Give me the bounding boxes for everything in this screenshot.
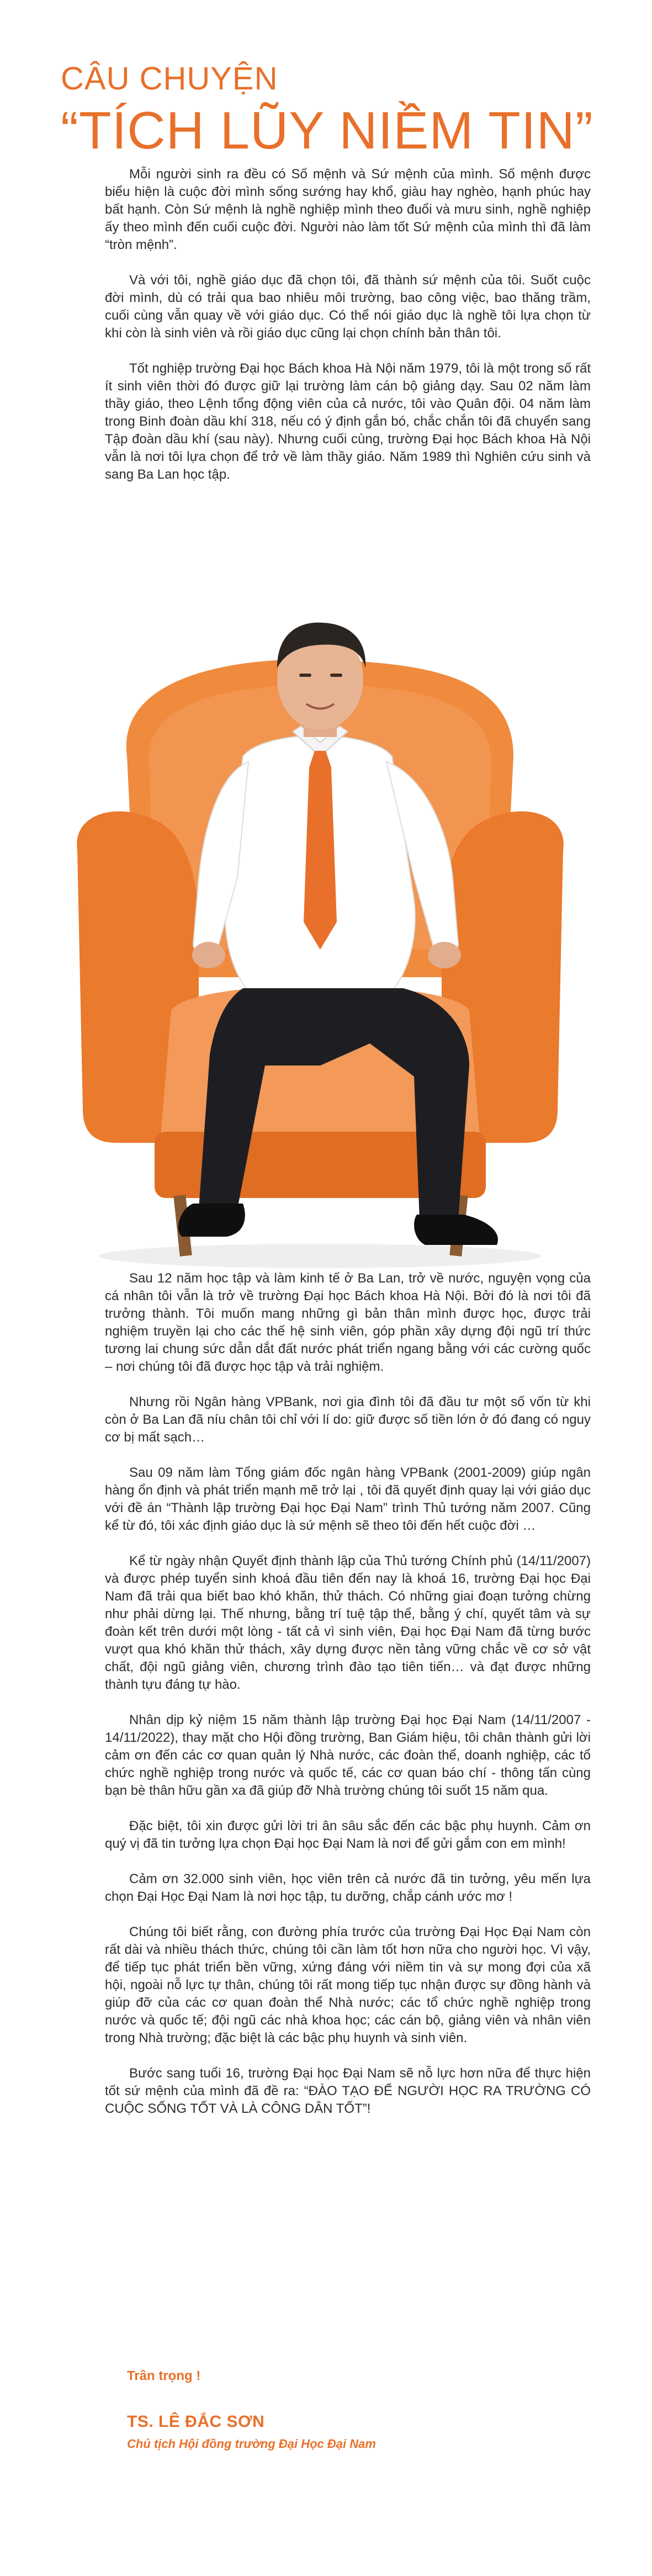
left-hand: [192, 942, 225, 968]
paragraph: Bước sang tuổi 16, trường Đại học Đại Nam sẽ nỗ lực hơn nữa để thực hiện tốt sứ mệnh của mình đã đề ra: “ĐÀO TẠO ĐỂ NGƯỜI HỌC RA TRƯỜNG CÓ CUỘC SỐNG TỐT VÀ LÀ CÔNG DÂN TỐT”!: [105, 2066, 591, 2116]
paragraph: Sau 09 năm làm Tổng giám đốc ngân hàng VPBank (2001-2009) giúp ngân hàng ổn định và phát triển mạnh mẽ trở lại , tôi đã quyết định quay lại với giáo dục với đề án “Thành lập trường Đại học Đại Nam” trình Thủ tướng năm 2007. Cũng kể từ đó, tôi xác định giáo dục là sứ mệnh sẽ theo tôi đến hết cuộc đời …: [105, 1465, 591, 1533]
closing-section: [127, 2368, 569, 2451]
right-hand: [428, 942, 461, 968]
portrait-photo: [61, 591, 580, 1275]
left-shoe: [178, 1204, 245, 1237]
body-text: [105, 1270, 591, 2135]
eye: [299, 674, 311, 677]
paragraph: Kể từ ngày nhận Quyết định thành lập của Thủ tướng Chính phủ (14/11/2007) và được phép tuyển sinh khoá đầu tiên đến nay là khoá 16, trường Đại học Đại Nam đã trải qua biết bao khó khăn, thử thách. Có những giai đoạn tưởng chừng như phải dừng lại. Thế nhưng, bằng trí tuệ tập thể, bằng ý chí, quyết tâm và sự đoàn kết trên dưới một lòng - tất cả vì sinh viên, Đại học Đại Nam đã từng bước vượt qua khó khăn thử thách, xây dựng được nền tảng vững chắc về cơ sở vật chất, đội ngũ giảng viên, chương trình đào tạo tiên tiến… và đạt được những thành tựu đáng tự hào.: [105, 1554, 591, 1692]
paragraph: Sau 12 năm học tập và làm kinh tế ở Ba Lan, trở về nước, nguyện vọng của cá nhân tôi vẫn là trở về trường Đại học Bách khoa Hà Nội. Bởi đó là nơi tôi đã trưởng thành. Tôi muốn mang những gì bản thân mình được học, được trải nghiệm truyền lại cho các thế hệ sinh viên, góp phần xây dựng đội ngũ trí thức tương lai chung sức dẫn dắt đất nước phát triển ngang bằng với các cường quốc – nơi chúng tôi đã được học tập và trải nghiệm.: [105, 1271, 591, 1374]
intro-text: [105, 166, 591, 501]
right-shoe: [414, 1215, 498, 1245]
paragraph: Cảm ơn 32.000 sinh viên, học viên trên cả nước đã tin tưởng, yêu mến lựa chọn Đại Học Đại Nam là nơi học tập, tu dưỡng, chắp cánh ước mơ !: [105, 1872, 591, 1904]
floor-shadow: [99, 1244, 541, 1268]
paragraph: Nhưng rồi Ngân hàng VPBank, nơi gia đình tôi đã đầu tư một số vốn từ khi còn ở Ba Lan đã níu chân tôi chỉ với lí do: giữ được số tiền lớn ở đó đang có nguy cơ bị mất sạch…: [105, 1395, 591, 1445]
paragraph: Mỗi người sinh ra đều có Số mệnh và Sứ mệnh của mình. Số mệnh được biểu hiện là cuộc đời mình sống sướng hay khổ, giàu hay nghèo, hạnh phúc hay bất hạnh. Còn Sứ mệnh là nghề nghiệp mình theo đuổi và mưu sinh, nghề nghiệp ấy theo mình đến cuối cuộc đời. Người nào làm tốt Sứ mệnh của mình thì đã làm “tròn mệnh”.: [105, 167, 591, 252]
paragraph: Nhân dịp kỷ niệm 15 năm thành lập trường Đại học Đại Nam (14/11/2007 - 14/11/2022), thay mặt cho Hội đồng trường, Ban Giám hiệu, tôi chân thành gửi lời cảm ơn đến các cơ quan quản lý Nhà nước, các đoàn thể, doanh nghiệp, các tổ chức nghề nghiệp trong nước và quốc tế, các cơ quan báo chí - thông tấn cùng bạn bè thân hữu gần xa đã giúp đỡ Nhà trường chúng tôi suốt 15 năm qua.: [105, 1713, 591, 1798]
heading-line-2: “TÍCH LŨY NIỀM TIN”: [61, 101, 593, 160]
article-heading: [61, 60, 613, 161]
paragraph: Tốt nghiệp trường Đại học Bách khoa Hà Nội năm 1979, tôi là một trong số rất ít sinh viên thời đó được giữ lại trường làm cán bộ giảng dạy. Sau 02 năm làm thầy giáo, theo Lệnh tổng động viên của cả nước, tôi vào Quân đội. 04 năm làm trong Binh đoàn dầu khí 318, nếu có ý định gắn bó, chắc chắn tôi đã chuyển sang Tập đoàn dầu khí (sau này). Nhưng cuối cùng, trường Đại học Bách khoa Hà Nội vẫn là nơi tôi lựa chọn để trở về làm thầy giáo. Năm 1989 thì Nghiên cứu sinh và sang Ba Lan học tập.: [105, 361, 591, 482]
paragraph: Và với tôi, nghề giáo dục đã chọn tôi, đã thành sứ mệnh của tôi. Suốt cuộc đời mình, dù có trải qua bao nhiêu môi trường, bao công việc, bao thăng trầm, cuối cùng vẫn quay về với giáo dục. Có thể nói giáo dục là nghề tôi lựa chọn từ khi còn là sinh viên và rồi giáo dục cũng lại chọn chính bản thân tôi.: [105, 273, 591, 341]
heading-line-1: CÂU CHUYỆN: [61, 61, 278, 97]
eye: [330, 674, 342, 677]
paragraph: Đặc biệt, tôi xin được gửi lời tri ân sâu sắc đến các bậc phụ huynh. Cảm ơn quý vị đã tin tưởng lựa chọn Đại học Đại Nam là nơi để gửi gắm con em mình!: [105, 1819, 591, 1851]
signature-name: TS. LÊ ĐẮC SƠN: [127, 2413, 265, 2431]
closing-thanks: Trân trọng !: [127, 2368, 201, 2383]
signature-title: Chủ tịch Hội đồng trường Đại Học Đại Nam: [127, 2437, 376, 2451]
paragraph: Chúng tôi biết rằng, con đường phía trước của trường Đại Học Đại Nam còn rất dài và nhiều thách thức, chúng tôi cần làm tốt hơn nữa cho người học. Vì vậy, để tiếp tục phát triển bền vững, xứng đáng với niềm tin và sự mong đợi của xã hội, ngoài nỗ lực tự thân, chúng tôi rất mong tiếp tục nhận được sự đồng hành và giúp đỡ của các cơ quan đoàn thể Nhà nước; các tổ chức nghề nghiệp trong nước và quốc tế; đội ngũ các nhà khoa học; các cán bộ, giảng viên và nhân viên trong Nhà trường; đặc biệt là các bậc phụ huynh và sinh viên.: [105, 1925, 591, 2045]
